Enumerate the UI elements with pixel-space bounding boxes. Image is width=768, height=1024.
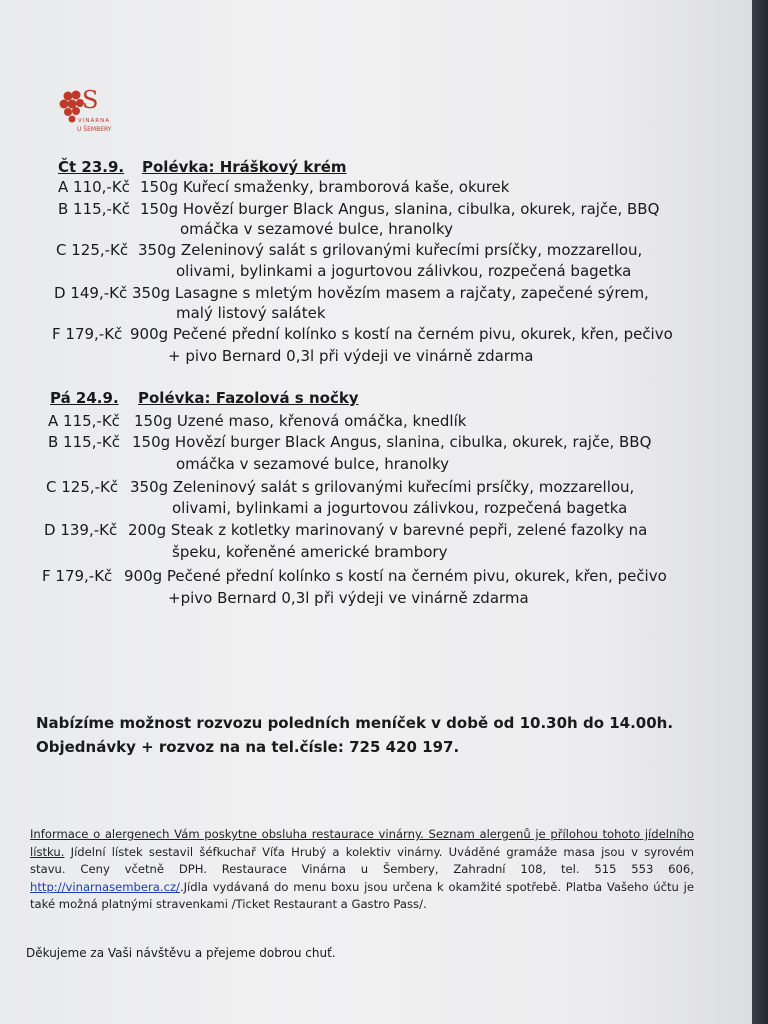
- day1-price-f: F 179,-Kč: [52, 325, 123, 343]
- grape-logo-icon: [58, 86, 128, 136]
- allergen-notice: Informace o alergenech Vám poskytne obsluha restaurace vinárny. Seznam alergenů je přílohou tohoto jídelního lístku.: [30, 827, 694, 859]
- day2-soup: Polévka: Fazolová s nočky: [138, 389, 359, 407]
- delivery-line1: Nabízíme možnost rozvozu poledních meníček v době od 10.30h do 14.00h.: [36, 714, 674, 732]
- day2-price-d: D 139,-Kč: [44, 521, 118, 539]
- logo-letter: S: [82, 86, 99, 114]
- day1-dish-a: 150g Kuřecí smaženky, bramborová kaše, okurek: [140, 178, 510, 196]
- info-text-2: .Jídla vydávaná do menu boxu jsou určena k okamžité spotřebě. Platba Vašeho účtu je také možná platnými stravenkami /Ticket Restaurant a Gastro Pass/.: [30, 879, 694, 911]
- day1-dish-b-cont: omáčka v sezamové bulce, hranolky: [180, 220, 453, 238]
- website-link[interactable]: http://vinarnasembera.cz/: [30, 879, 180, 894]
- day1-soup: Polévka: Hráškový krém: [142, 158, 347, 176]
- day2-price-f: F 179,-Kč: [42, 567, 113, 585]
- allergen-info: [30, 826, 694, 914]
- info-text-1: Jídelní lístek sestavil šéfkuchař Víťa Hrubý a kolektiv vinárny. Uváděné gramáže masa jsou v syrovém stavu. Ceny včetně DPH. Restaurace Vinárna u Šembery, Zahradní 108, tel. 515 553 606,: [30, 844, 694, 876]
- vinarna-logo: [58, 86, 128, 136]
- day1-dish-f: 900g Pečené přední kolínko s kostí na černém pivu, okurek, křen, pečivo: [130, 325, 673, 343]
- thanks-text: Děkujeme za Vaši návštěvu a přejeme dobrou chuť.: [26, 946, 336, 960]
- delivery-line2: Objednávky + rozvoz na na tel.čísle: 725 420 197.: [36, 738, 460, 756]
- day1-dish-f-cont: + pivo Bernard 0,3l při výdeji ve vinárně zdarma: [168, 347, 534, 365]
- day2-price-c: C 125,-Kč: [46, 478, 119, 496]
- day2-dish-c: 350g Zeleninový salát s grilovanými kuřecími prsíčky, mozzarellou,: [130, 478, 635, 496]
- day2-price-b: B 115,-Kč: [48, 433, 120, 451]
- day2-price-a: A 115,-Kč: [48, 412, 120, 430]
- day2-dish-c-cont: olivami, bylinkami a jogurtovou zálivkou, rozpečená bagetka: [172, 499, 628, 517]
- logo-line1: VINÁRNA: [78, 118, 110, 124]
- day2-dish-d-cont: špeku, kořeněné americké brambory: [172, 543, 448, 561]
- day2-dish-b: 150g Hovězí burger Black Angus, slanina, cibulka, okurek, rajče, BBQ: [132, 433, 652, 451]
- day2-dish-d: 200g Steak z kotletky marinovaný v barevné pepři, zelené fazolky na: [128, 521, 648, 539]
- day1-price-b: B 115,-Kč: [58, 200, 130, 218]
- day1-dish-b: 150g Hovězí burger Black Angus, slanina, cibulka, okurek, rajče, BBQ: [140, 200, 660, 218]
- day1-dish-d: 350g Lasagne s mletým hovězím masem a rajčaty, zapečené sýrem,: [132, 284, 649, 302]
- day2-dish-f-cont: +pivo Bernard 0,3l při výdeji ve vinárně zdarma: [168, 589, 529, 607]
- day1-price-a: A 110,-Kč: [58, 178, 130, 196]
- day2-date: Pá 24.9.: [50, 389, 119, 407]
- day1-date: Čt 23.9.: [58, 158, 125, 176]
- day1-price-d: D 149,-Kč: [54, 284, 128, 302]
- day1-dish-c: 350g Zeleninový salát s grilovanými kuřecími prsíčky, mozzarellou,: [138, 241, 643, 259]
- logo-line2: U ŠEMBERY: [77, 126, 112, 133]
- desk-edge: [752, 0, 768, 1024]
- day1-dish-d-cont: malý listový salátek: [176, 304, 326, 322]
- day2-dish-f: 900g Pečené přední kolínko s kostí na černém pivu, okurek, křen, pečivo: [124, 567, 667, 585]
- day1-dish-c-cont: olivami, bylinkami a jogurtovou zálivkou, rozpečená bagetka: [176, 262, 632, 280]
- day1-price-c: C 125,-Kč: [56, 241, 129, 259]
- day2-dish-a: 150g Uzené maso, křenová omáčka, knedlík: [134, 412, 467, 430]
- day2-dish-b-cont: omáčka v sezamové bulce, hranolky: [176, 455, 449, 473]
